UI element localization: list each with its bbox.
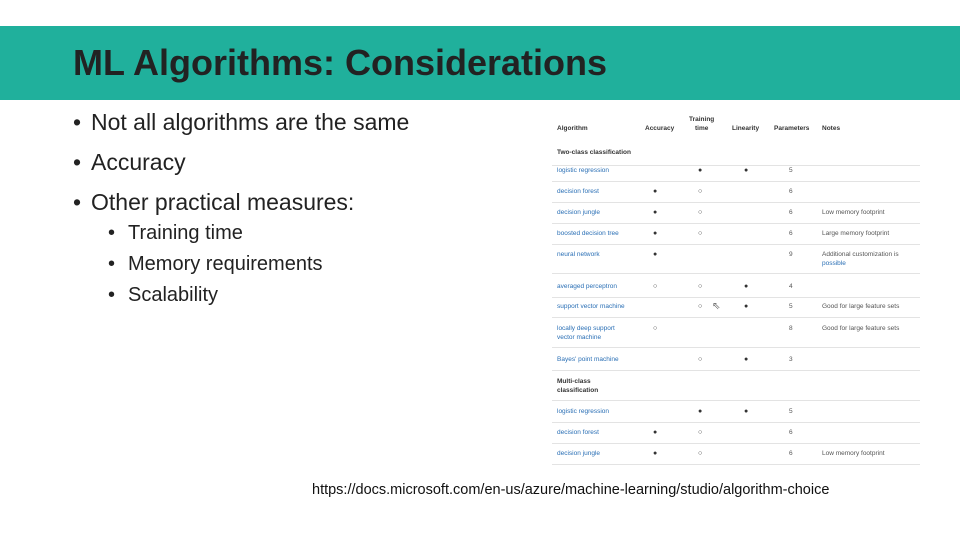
bullet-item: [73, 182, 409, 222]
table-cell-algorithm: Bayes' point machine: [557, 356, 619, 363]
bullet-text: Other practical measures:: [91, 189, 355, 215]
table-cell-notes: Good for large feature sets: [822, 325, 900, 332]
sub-bullet-item: [108, 249, 323, 280]
table-cell-parameters: 8: [789, 325, 793, 332]
table-row: [552, 444, 920, 465]
table-cell-notes: Low memory footprint: [822, 450, 885, 457]
bullet-text: Accuracy: [91, 149, 186, 175]
table-cell-parameters: 9: [789, 251, 793, 258]
slide-title: ML Algorithms: Considerations: [73, 42, 608, 83]
table-cell-parameters: 6: [789, 429, 793, 436]
table-row: [552, 182, 920, 203]
table-cell-notes: Large memory footprint: [822, 230, 890, 237]
table-cell-algorithm: decision forest: [557, 188, 599, 195]
table-cell-algorithm: support vector machine: [557, 303, 625, 310]
table-cell-parameters: 6: [789, 188, 793, 195]
table-cell-notes: Good for large feature sets: [822, 303, 900, 310]
bullet-dot: •: [73, 109, 82, 135]
bullet-item: [73, 142, 409, 182]
table-cell-parameters: 5: [789, 408, 793, 415]
sub-bullet-list: [108, 218, 323, 311]
table-cell-linearity: ●: [744, 408, 749, 415]
table-row: [552, 161, 920, 182]
table-cell-algorithm: decision jungle: [557, 209, 601, 216]
table-cell-notes-line2: possible: [822, 260, 846, 267]
table-cell-linearity: ●: [744, 303, 749, 310]
table-row: [552, 350, 920, 371]
table-cell-algorithm: averaged perceptron: [557, 283, 617, 290]
table-cell-accuracy: ○: [653, 325, 658, 332]
bullet-item: [73, 102, 409, 142]
header-parameters: Parameters: [774, 125, 810, 132]
header-notes: Notes: [822, 125, 841, 132]
table-cell-accuracy: ●: [653, 450, 658, 457]
sub-bullet-item: [108, 280, 323, 311]
section-title: Two-class classification: [557, 149, 631, 156]
table-cell-training-time: ○: [698, 230, 703, 237]
table-cell-algorithm-line2: vector machine: [557, 334, 602, 341]
header-training-top: Training: [689, 116, 715, 123]
section-row: [552, 374, 920, 401]
table-row: [552, 203, 920, 224]
source-url[interactable]: https://docs.microsoft.com/en-us/azure/machine-learning/studio/algorithm-choice: [312, 482, 830, 498]
table-cell-algorithm: locally deep support: [557, 325, 615, 332]
algorithm-table-screenshot: [552, 112, 920, 466]
bullet-list: [73, 102, 409, 222]
table-cell-training-time: ○: [698, 303, 703, 310]
table-cell-linearity: ●: [744, 167, 749, 174]
header-algorithm: Algorithm: [557, 125, 588, 132]
table-row: [552, 297, 920, 318]
table-row: [552, 245, 920, 274]
sub-bullet-text: Training time: [128, 222, 243, 244]
section-title: Multi-class: [557, 378, 591, 385]
table-cell-training-time: ○: [698, 209, 703, 216]
header-training-bottom: time: [695, 125, 709, 132]
mouse-cursor-icon: ⇖: [712, 301, 721, 312]
bullet-dot: •: [108, 222, 116, 244]
table-cell-training-time: ○: [698, 283, 703, 290]
table-cell-parameters: 3: [789, 356, 793, 363]
sub-bullet-item: [108, 218, 323, 249]
table-cell-parameters: 6: [789, 230, 793, 237]
header-linearity: Linearity: [732, 125, 760, 132]
table-cell-training-time: ○: [698, 450, 703, 457]
table-cell-accuracy: ●: [653, 251, 658, 258]
table-cell-training-time: ○: [698, 356, 703, 363]
bullet-dot: •: [108, 253, 116, 275]
table-cell-linearity: ●: [744, 283, 749, 290]
table-cell-algorithm: decision jungle: [557, 450, 601, 457]
table-cell-algorithm: logistic regression: [557, 408, 610, 415]
table-cell-algorithm: decision forest: [557, 429, 599, 436]
table-cell-accuracy: ●: [653, 429, 658, 436]
bullet-dot: •: [73, 189, 82, 215]
table-cell-algorithm: boosted decision tree: [557, 230, 619, 237]
table-row: [552, 277, 920, 298]
table-cell-training-time: ●: [698, 408, 703, 415]
sub-bullet-text: Memory requirements: [128, 253, 323, 275]
table-cell-parameters: 4: [789, 283, 793, 290]
table-cell-parameters: 5: [789, 167, 793, 174]
header-accuracy: Accuracy: [645, 125, 675, 132]
table-row: [552, 402, 920, 423]
section-title-line2: classification: [557, 387, 599, 394]
table-row: [552, 423, 920, 444]
sub-bullet-text: Scalability: [128, 284, 219, 306]
table-cell-notes: Low memory footprint: [822, 209, 885, 216]
table-cell-linearity: ●: [744, 356, 749, 363]
table-cell-accuracy: ●: [653, 230, 658, 237]
table-row: [552, 224, 920, 245]
bullet-text: Not all algorithms are the same: [91, 109, 410, 135]
table-cell-parameters: 6: [789, 450, 793, 457]
table-cell-notes: Additional customization is: [822, 251, 899, 258]
bullet-dot: •: [108, 284, 116, 306]
table-cell-parameters: 5: [789, 303, 793, 310]
table-row: [552, 319, 920, 348]
table-header: [552, 112, 920, 140]
table-cell-algorithm: neural network: [557, 251, 600, 258]
table-cell-training-time: ○: [698, 188, 703, 195]
table-cell-algorithm: logistic regression: [557, 167, 610, 174]
table-cell-parameters: 6: [789, 209, 793, 216]
bullet-dot: •: [73, 149, 82, 175]
table-cell-accuracy: ●: [653, 209, 658, 216]
table-cell-accuracy: ○: [653, 283, 658, 290]
table-cell-training-time: ○: [698, 429, 703, 436]
table-cell-accuracy: ●: [653, 188, 658, 195]
table-cell-training-time: ●: [698, 167, 703, 174]
